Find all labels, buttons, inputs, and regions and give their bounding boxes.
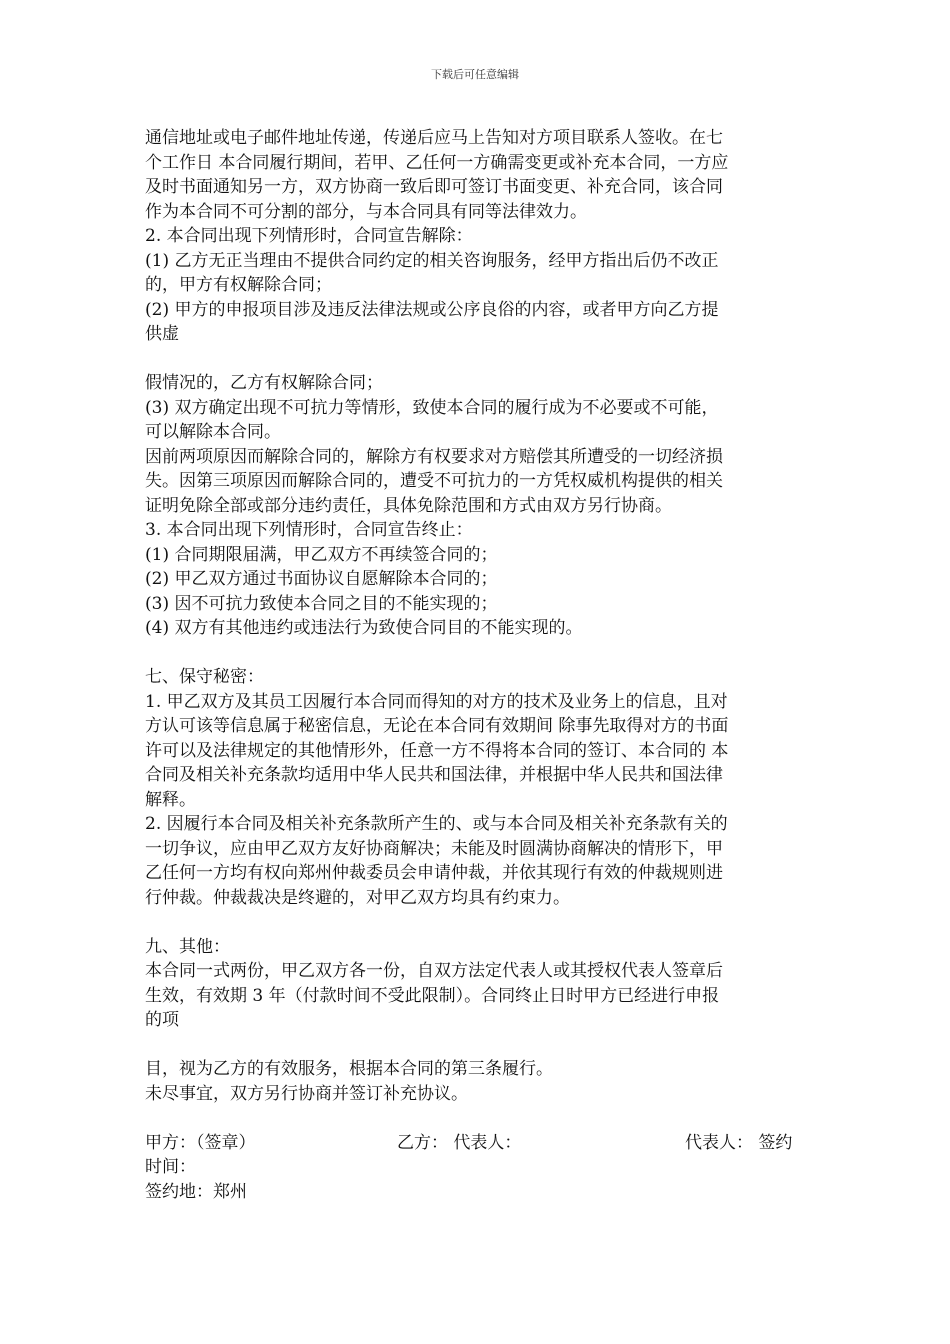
- text-line: 证明免除全部或部分违约责任，具体免除范围和方式由双方另行协商。: [145, 495, 672, 516]
- representative-sign-label: 代表人： 签约: [685, 1132, 793, 1153]
- text-line: 乙任何一方均有权向郑州仲裁委员会申请仲裁，并依其现行有效的仲裁规则进: [145, 863, 723, 883]
- text-line: (4) 双方有其他违约或违法行为致使合同目的不能实现的。: [145, 618, 583, 638]
- text-line: 未尽事宜，双方另行协商并签订补充协议。: [145, 1083, 468, 1104]
- text-line: (1) 乙方无正当理由不提供合同约定的相关咨询服务，经甲方指出后仍不改正: [145, 250, 719, 271]
- text-line: (3) 因不可抗力致使本合同之目的不能实现的；: [145, 593, 498, 614]
- party-b-label: 乙方： 代表人：: [397, 1132, 522, 1153]
- text-line: 2. 本合同出现下列情形时，合同宣告解除：: [145, 226, 473, 246]
- text-line: 七、保守秘密：: [145, 667, 264, 687]
- text-line: 行仲裁。仲裁裁决是终避的，对甲乙双方均具有约束力。: [145, 887, 570, 908]
- contract-body: [145, 126, 808, 1204]
- text-line: 方认可该等信息属于秘密信息，无论在本合同有效期间 除事先取得对方的书面: [145, 716, 729, 736]
- party-a-label: 甲方：（签章）: [145, 1132, 256, 1153]
- text-line: 目，视为乙方的有效服务，根据本合同的第三条履行。: [145, 1059, 553, 1079]
- text-line: 2. 因履行本合同及相关补充条款所产生的、或与本合同及相关补充条款有关的: [145, 814, 728, 834]
- text-line: 生效，有效期 3 年（付款时间不受此限制）。合同终止日时甲方已经进行申报: [145, 985, 720, 1006]
- text-line: 失。因第三项原因而解除合同的，遭受不可抗力的一方凭权威机构提供的相关: [145, 471, 723, 491]
- blank-line: [145, 1106, 808, 1131]
- text-line: 3. 本合同出现下列情形时，合同宣告终止：: [145, 520, 473, 540]
- body-lines: [145, 126, 808, 1131]
- text-line: (1) 合同期限届满，甲乙双方不再续签合同的；: [145, 544, 498, 565]
- text-line: 供虚: [145, 324, 179, 344]
- text-line: 通信地址或电子邮件地址传递，传递后应马上告知对方项目联系人签收。在七: [145, 128, 723, 148]
- signing-time-label: 时间：: [145, 1157, 196, 1177]
- blank-line: [145, 347, 808, 372]
- signing-place-label: 签约地：郑州: [145, 1181, 247, 1202]
- signature-row: [145, 1131, 808, 1156]
- text-line: 解释。: [145, 789, 196, 810]
- text-line: (2) 甲方的申报项目涉及违反法律法规或公序良俗的内容，或者甲方向乙方提: [145, 299, 719, 320]
- text-line: 因前两项原因而解除合同的，解除方有权要求对方赔偿其所遭受的一切经济损: [145, 446, 723, 467]
- text-line: 的，甲方有权解除合同；: [145, 275, 332, 295]
- blank-line: [145, 641, 808, 666]
- blank-line: [145, 1033, 808, 1058]
- text-line: 合同及相关补充条款均适用中华人民共和国法律，并根据中华人民共和国法律: [145, 765, 723, 785]
- text-line: (2) 甲乙双方通过书面协议自愿解除本合同的；: [145, 569, 498, 589]
- text-line: (3) 双方确定出现不可抗力等情形，致使本合同的履行成为不必要或不可能，: [145, 397, 719, 418]
- text-line: 作为本合同不可分割的部分，与本合同具有同等法律效力。: [145, 201, 587, 222]
- text-line: 本合同一式两份，甲乙双方各一份，自双方法定代表人或其授权代表人签章后: [145, 961, 723, 981]
- text-line: 假情况的，乙方有权解除合同；: [145, 373, 383, 393]
- text-line: 九、其他：: [145, 936, 230, 957]
- text-line: 1. 甲乙双方及其员工因履行本合同而得知的对方的技术及业务上的信息，且对: [145, 691, 728, 712]
- text-line: 的项: [145, 1010, 179, 1030]
- text-line: 可以解除本合同。: [145, 422, 281, 442]
- text-line: 许可以及法律规定的其他情形外，任意一方不得将本合同的签订、本合同的 本: [145, 740, 729, 761]
- page-header: 下载后可任意编辑: [431, 68, 519, 81]
- blank-line: [145, 910, 808, 935]
- text-line: 一切争议，应由甲乙双方友好协商解决；未能及时圆满协商解决的情形下，甲: [145, 838, 723, 859]
- text-line: 及时书面通知另一方，双方协商一致后即可签订书面变更、补充合同，该合同: [145, 177, 723, 197]
- text-line: 个工作日 本合同履行期间，若甲、乙任何一方确需变更或补充本合同，一方应: [145, 152, 729, 173]
